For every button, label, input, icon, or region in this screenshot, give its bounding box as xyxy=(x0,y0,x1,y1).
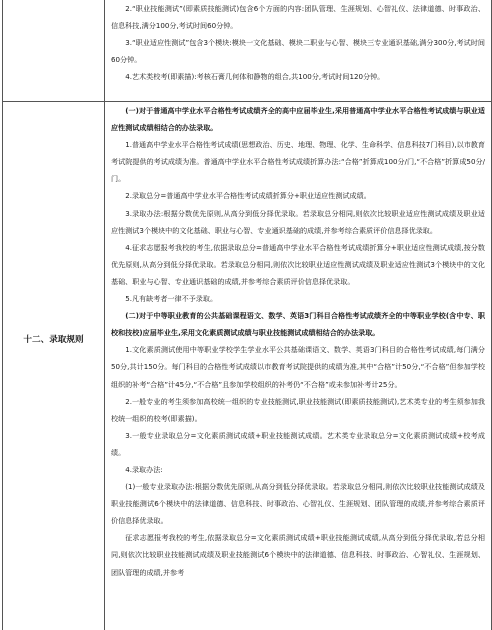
top-paragraph: 2.“职业技能测试”(即素质技能测试)包含6个方面的内容:团队管理、生涯规划、心智礼仪、法律道德、时事政治、信息科技,满分100分,考试时间60分钟。 xyxy=(111,4,485,31)
document-page xyxy=(2,0,490,630)
rule-paragraph: 1.文化素质测试使用中等职业学校学生学业水平公共基础课语文、数学、英语3门科目的合格性考试成绩,每门满分50分,共计150分。每门科目的合格性考试成绩以市教育考试院提供的成绩为准,其中“合格”计50分,“不合格”但参加学校组织的补考“合格”计45分,“不合格”且参加学校组织的补考仍“不合格”或未参加补考计25分。 xyxy=(111,345,485,389)
rule-paragraph: 1.普通高中学业水平合格性考试成绩(思想政治、历史、地理、物理、化学、生命科学、信息科技7门科目),以市教育考试院提供的考试成绩为准。普通高中学业水平合格性考试成绩折算办法:“合格”折算成100分/门,“不合格”折算成50分/门。 xyxy=(111,140,485,184)
column-divider xyxy=(104,101,105,630)
rule-paragraph: 征求志愿报考我校的考生,依据录取总分=文化素质测试成绩+职业技能测试成绩,从高分到低分择优录取,若总分相同,则依次比较职业技能测试成绩及职业技能测试6个模块中的法律道德、信息科技、时事政治、心智礼仪、生涯规划、团队管理的成绩,并参考 xyxy=(111,533,485,577)
rule-paragraph: (1)一般专业录取办法:根据分数优先原则,从高分到低分择优录取。若录取总分相同,则依次比较职业技能测试成绩及职业技能测试6个模块中的法律道德、信息科技、时事政治、心智礼仪、生涯规划、团队管理的成绩,并参考综合素质评价信息择优录取。 xyxy=(111,482,485,526)
rule-paragraph: 2.一般专业的考生须参加高校统一组织的专业技能测试,职业技能测试(即素质技能测试),艺术类专业的考生须参加我校统一组织的校考(即素描)。 xyxy=(111,396,485,423)
rule-paragraph: 4.征求志愿报考我校的考生,依据录取总分=普通高中学业水平合格性考试成绩折算分+职业适应性测试成绩,按分数优先原则,从高分到低分择优录取。若录取总分相同,则依次比较职业适应性测试成绩及职业适应性测试3个模块中的文化基础、职业与心智、专业通识基础的成绩,并参考综合素质评价信息择优录取。 xyxy=(111,242,485,286)
rule-paragraph: 3.一般专业录取总分=文化素质测试成绩+职业技能测试成绩。艺术类专业录取总分=文化素质测试成绩+校考成绩。 xyxy=(111,430,485,457)
top-cell-content xyxy=(111,0,485,85)
top-paragraph: 4.艺术类校考(即素描):考核石膏几何体和静物的组合,共100分,考试时间120分钟。 xyxy=(125,72,385,82)
rule-paragraph: 2.录取总分=普通高中学业水平合格性考试成绩折算分+职业适应性测试成绩。 xyxy=(125,191,371,201)
section-label: 十二、录取规则 xyxy=(23,335,84,345)
column-divider xyxy=(104,0,105,101)
rule-heading: (二)对于中等职业教育的公共基础课程语文、数学、英语3门科目合格性考试成绩齐全的中等职业学校(含中专、职校和技校)应届毕业生,采用文化素质测试成绩与职业技能测试成绩相结合的办法录取。 xyxy=(111,311,485,338)
table-row-top xyxy=(2,0,492,102)
rule-paragraph: 3.录取办法:根据分数优先原则,从高分到低分择优录取。若录取总分相同,则依次比较职业适应性测试成绩及职业适应性测试3个模块中的文化基础、职业与心智、专业通识基础的成绩,并参考综合素质评价信息择优录取。 xyxy=(111,208,485,235)
rule-heading: (一)对于普通高中学业水平合格性考试成绩齐全的高中应届毕业生,采用普通高中学业水平合格性考试成绩与职业适应性测试成绩相结合的办法录取。 xyxy=(111,106,485,133)
rule-paragraph: 5.凡有缺考者一律不予录取。 xyxy=(125,294,218,304)
top-paragraph: 3.“职业适应性测试”包含3个模块:模块一文化基础、模块二职业与心智、模块三专业通识基础,满分300分,考试时间60分钟。 xyxy=(111,38,485,65)
rules-cell-content xyxy=(111,102,485,581)
table-row-admission-rules xyxy=(2,101,492,630)
rule-paragraph: 4.录取办法: xyxy=(125,464,163,474)
